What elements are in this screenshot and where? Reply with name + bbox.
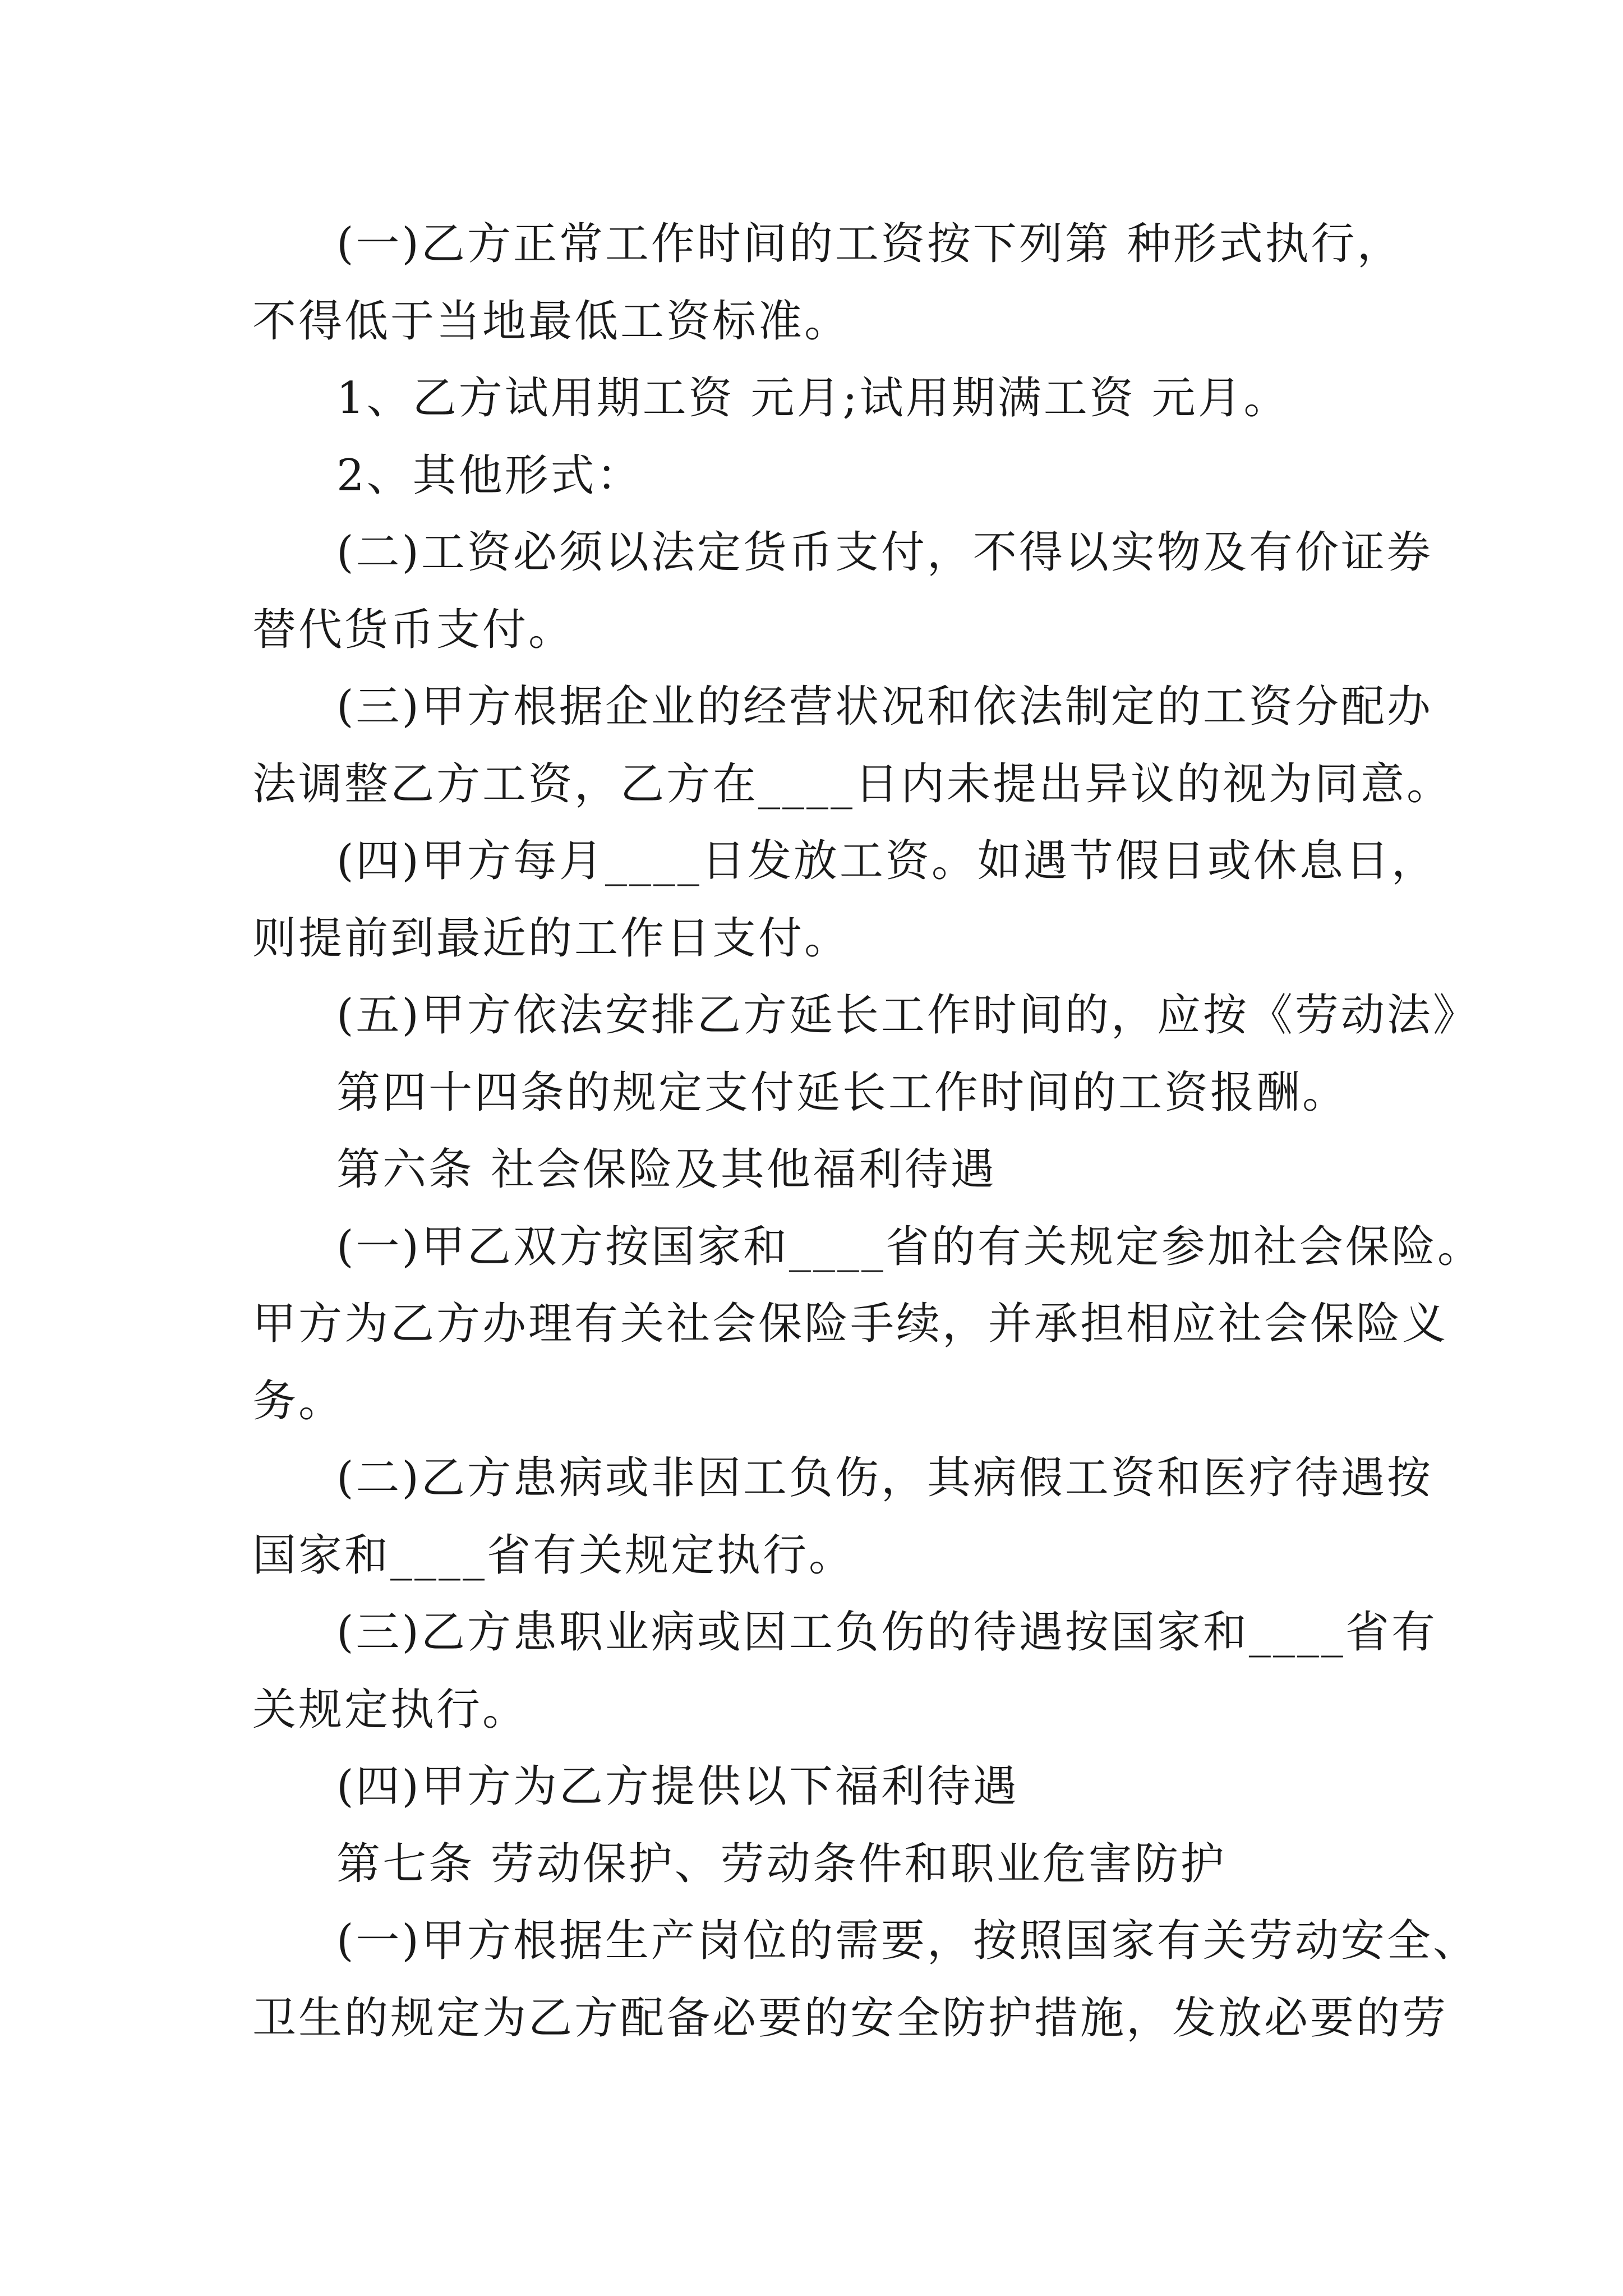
paragraph-line: (一)乙方正常工作时间的工资按下列第 种形式执行， [336,219,1403,269]
paragraph-line: (五)甲方依法安排乙方延长工作时间的，应按《劳动法》 [336,990,1479,1041]
paragraph-line: 法调整乙方工资，乙方在____日内未提出异议的视为同意。 [252,759,1453,809]
paragraph-line: (三)甲方根据企业的经营状况和依法制定的工资分配办 [336,682,1433,732]
paragraph-line: (二)乙方患病或非因工负伤，其病假工资和医疗待遇按 [336,1453,1433,1503]
paragraph-line: 第四十四条的规定支付延长工作时间的工资报酬。 [336,1068,1349,1118]
paragraph-line: (四)甲方每月____日发放工资。如遇节假日或休息日， [336,836,1437,886]
paragraph-line: 卫生的规定为乙方配备必要的安全防护措施，发放必要的劳 [252,1993,1449,2044]
paragraph-line: 甲方为乙方办理有关社会保险手续，并承担相应社会保险义 [252,1299,1449,1349]
paragraph-line: (四)甲方为乙方提供以下福利待遇 [336,1761,1019,1812]
paragraph-line: 国家和____省有关规定执行。 [252,1530,855,1581]
paragraph-line: 2、其他形式： [336,450,643,501]
paragraph-line: 替代货币支付。 [252,605,575,655]
paragraph-line: (一)甲乙双方按国家和____省的有关规定参加社会保险。 [336,1222,1483,1272]
paragraph-line: 务。 [252,1376,345,1427]
paragraph-line: (二)工资必须以法定货币支付，不得以实物及有价证券 [336,527,1433,578]
section-heading: 第六条 社会保险及其他福利待遇 [336,1144,997,1195]
paragraph-line: 不得低于当地最低工资标准。 [252,296,851,347]
paragraph-line: 1、乙方试用期工资 元月;试用期满工资 元月。 [336,373,1290,424]
section-heading: 第七条 劳动保护、劳动条件和职业危害防护 [336,1839,1227,1889]
paragraph-line: (三)乙方患职业病或因工负伤的待遇按国家和____省有 [336,1607,1437,1658]
paragraph-line: 则提前到最近的工作日支付。 [252,913,851,964]
paragraph-line: (一)甲方根据生产岗位的需要，按照国家有关劳动安全、 [336,1916,1479,1966]
paragraph-line: 关规定执行。 [252,1685,529,1735]
